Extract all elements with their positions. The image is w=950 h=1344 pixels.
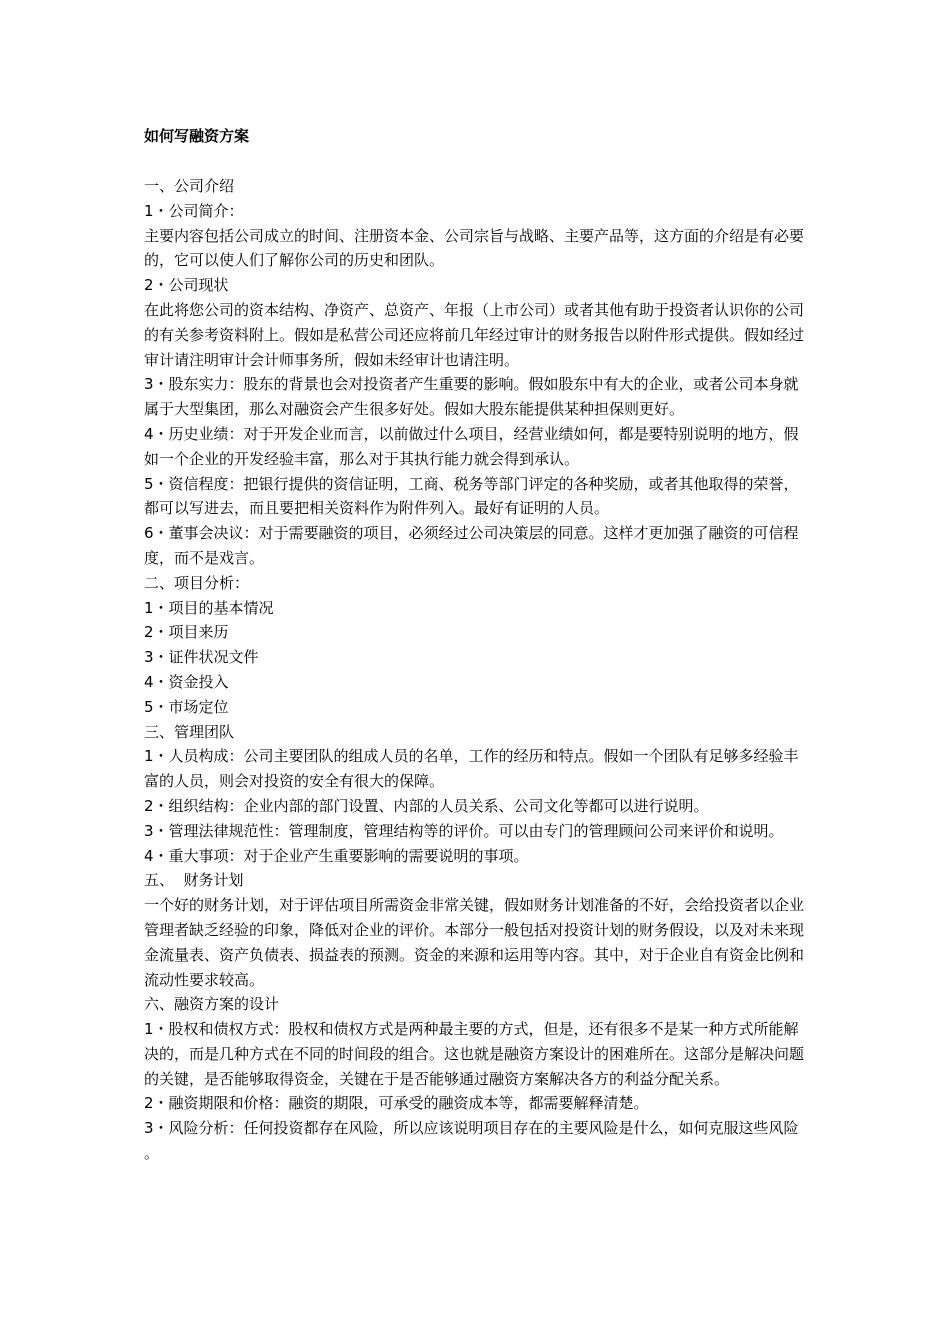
paragraph-org-structure: 2・组织结构：企业内部的部门设置、内部的人员关系、公司文化等都可以进行说明。	[144, 796, 709, 815]
section-heading-project-analysis: 二、项目分析：	[144, 573, 250, 592]
paragraph-term-price: 2・融资期限和价格：融资的期限，可承受的融资成本等，都需要解释清楚。	[144, 1094, 649, 1113]
subheading-company-status: 2・公司现状	[144, 276, 229, 295]
list-item-project-basics: 1・项目的基本情况	[144, 598, 274, 617]
paragraph-track-record: 4・历史业绩：对于开发企业而言，以前做过什么项目，经营业绩如何，都是要特别说明的地方，假如一个企业的开发经验丰富，那么对于其执行能力就会得到承认。	[144, 424, 799, 468]
paragraph-major-matters: 4・重大事项：对于企业产生重要影响的需要说明的事项。	[144, 846, 529, 865]
list-item-market-positioning: 5・市场定位	[144, 697, 229, 716]
paragraph-financial-plan: 一个好的财务计划，对于评估项目所需资金非常关键，假如财务计划准备的不好，会给投资者以企业管理者缺乏经验的印象，降低对企业的评价。本部分一般包括对投资计划的财务假设，以及对未来现金流量表、资产负债表、损益表的预测。资金的来源和运用等内容。其中，对于企业自有资金比例和流动性要求较高。	[144, 896, 805, 989]
subheading-company-profile: 1・公司简介：	[144, 201, 244, 220]
section-heading-management-team: 三、管理团队	[144, 722, 235, 741]
paragraph-risk-analysis: 3・风险分析：任何投资都存在风险，所以应该说明项目存在的主要风险是什么，如何克服这些风险。	[144, 1119, 799, 1163]
paragraph-management-compliance: 3・管理法律规范性：管理制度，管理结构等的评价。可以由专门的管理顾问公司来评价和说明。	[144, 821, 784, 840]
paragraph-staff-composition: 1・人员构成：公司主要团队的组成人员的名单，工作的经历和特点。假如一个团队有足够多经验丰富的人员，则会对投资的安全有很大的保障。	[144, 747, 799, 791]
document-title: 如何写融资方案	[144, 127, 250, 145]
section-heading-financing-design: 六、融资方案的设计	[144, 995, 280, 1014]
list-item-project-origin: 2・项目来历	[144, 623, 229, 642]
paragraph-credit-standing: 5・资信程度：把银行提供的资信证明，工商、税务等部门评定的各种奖励，或者其他取得的荣誉，都可以写进去，而且要把相关资料作为附件列入。最好有证明的人员。	[144, 474, 799, 518]
paragraph-company-status: 在此将您公司的资本结构、净资产、总资产、年报（上市公司）或者其他有助于投资者认识你的公司的有关参考资料附上。假如是私营公司还应将前几年经过审计的财务报告以附件形式提供。假如经过审计请注明审计会计师事务所，假如未经审计也请注明。	[144, 300, 805, 369]
section-heading-company-intro: 一、公司介绍	[144, 177, 235, 195]
paragraph-company-profile: 主要内容包括公司成立的时间、注册资本金、公司宗旨与战略、主要产品等，这方面的介绍是有必要的，它可以使人们了解你公司的历史和团队。	[144, 226, 805, 270]
list-item-certificate-status: 3・证件状况文件	[144, 648, 259, 667]
paragraph-shareholder-strength: 3・股东实力：股东的背景也会对投资者产生重要的影响。假如股东中有大的企业，或者公司本身就属于大型集团，那么对融资会产生很多好处。假如大股东能提供某种担保则更好。	[144, 375, 799, 419]
document-body	[144, 174, 810, 1166]
list-item-capital-input: 4・资金投入	[144, 672, 229, 691]
paragraph-board-resolution: 6・董事会决议：对于需要融资的项目，必须经过公司决策层的同意。这样才更加强了融资的可信程度，而不是戏言。	[144, 524, 799, 567]
paragraph-equity-debt: 1・股权和债权方式：股权和债权方式是两种最主要的方式，但是，还有很多不是某一种方式所能解决的，而是几种方式在不同的时间段的组合。这也就是融资方案设计的困难所在。这部分是解决问题的关键，是否能够取得资金，关键在于是否能够通过融资方案解决各方的利益分配关系。	[144, 1020, 805, 1088]
section-heading-financial-plan: 五、 财务计划	[144, 871, 244, 890]
